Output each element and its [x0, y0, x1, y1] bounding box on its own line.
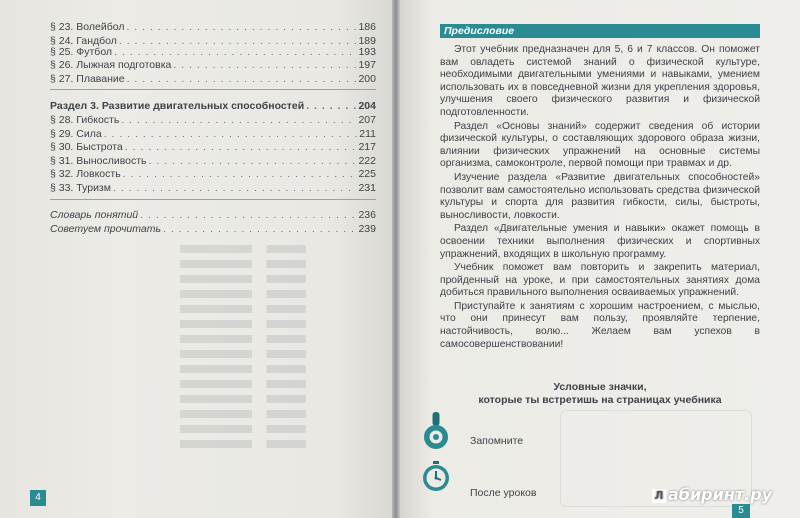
- toc-title: § 33. Туризм: [50, 182, 111, 194]
- toc-title: § 27. Плавание: [50, 73, 125, 85]
- section-header-bar: [440, 24, 760, 38]
- page-number-right: 5: [732, 504, 750, 518]
- preface-paragraph: Приступайте к занятиям с хорошим настроением, с мыслью, что они принесут вам пользу, проявляйте терпение, настойчивость, волю... Желаем вам успехов в самосовершенствовании!: [440, 300, 760, 350]
- toc-title: § 31. Выносливость: [50, 155, 147, 167]
- preface-paragraph: Учебник поможет вам повторить и закрепить материал, пройденный на уроке, и при самостоятельных занятиях дома добиться правильного выполнения осваиваемых упражнений.: [440, 262, 760, 299]
- toc-title: § 29. Сила: [50, 128, 102, 140]
- stopwatch-icon: [420, 460, 452, 492]
- toc-page: 225: [358, 168, 376, 180]
- toc-page: 217: [358, 141, 376, 153]
- exclamation-icon: [420, 410, 452, 452]
- toc-page: 207: [358, 114, 376, 126]
- toc-page: 197: [358, 59, 376, 71]
- toc-title: Советуем прочитать: [50, 223, 161, 235]
- toc-title: § 23. Волейбол: [50, 21, 125, 33]
- toc-entry: [50, 72, 376, 86]
- legend-label-after-lessons: После уроков: [470, 487, 537, 499]
- toc-title: § 25. Футбол: [50, 46, 113, 58]
- legend-title: [440, 381, 760, 407]
- toc-page: 204: [358, 100, 376, 112]
- book-spine: [392, 0, 400, 518]
- toc-divider: [50, 199, 376, 200]
- toc-title: Раздел 3. Развитие двигательных способностей: [50, 100, 305, 112]
- toc-title: § 28. Гибкость: [50, 114, 120, 126]
- toc-page: 186: [358, 21, 376, 33]
- toc-title: § 26. Лыжная подготовка: [50, 59, 172, 71]
- toc-entry: [50, 58, 376, 72]
- toc-title: § 30. Быстрота: [50, 141, 123, 153]
- preface-paragraph: Изучение раздела «Развитие двигательных способностей» позволит вам самостоятельно использовать средства физической культуры и спорта для развития гибкости, силы, быстроты, выносливости, ловкости.: [440, 171, 760, 221]
- toc-divider: [50, 89, 376, 90]
- preface-paragraph: Этот учебник предназначен для 5, 6 и 7 классов. Он поможет вам овладеть системой знаний о физической культуре, необходимыми двигательными умениями и навыками, умением использовать их в повседневной жизни для укрепления здоровья, улучшения своего физического развития и физической подготовленности.: [440, 44, 760, 118]
- toc-entry: [50, 222, 376, 236]
- toc-entry: [50, 208, 376, 222]
- preface-text: [440, 44, 760, 352]
- legend-title-line: Условные значки,: [553, 381, 647, 393]
- toc-entry: [50, 113, 376, 127]
- toc-page: 193: [358, 46, 376, 58]
- toc-page: 239: [358, 223, 376, 235]
- toc-entry: [50, 127, 376, 141]
- page-number-left: 4: [30, 490, 46, 506]
- toc-entry: [50, 20, 376, 34]
- legend-label-remember: Запомните: [470, 435, 524, 447]
- toc-page: 231: [358, 182, 376, 194]
- watermark-logo: Л абиринт.ру: [652, 485, 772, 505]
- toc-title: Словарь понятий: [50, 209, 139, 221]
- section-header-title: Предисловие: [444, 25, 515, 37]
- toc-title: § 24. Гандбол: [50, 35, 117, 47]
- toc-page: 200: [358, 73, 376, 85]
- toc-section-heading: [50, 99, 376, 113]
- toc-page: 189: [358, 35, 376, 47]
- toc-entry: [50, 45, 376, 59]
- toc-page: 222: [358, 155, 376, 167]
- legend-title-line: которые ты встретишь на страницах учебника: [478, 394, 722, 406]
- toc-entry: [50, 181, 376, 195]
- toc-entry: [50, 140, 376, 154]
- toc-page: 211: [359, 128, 376, 140]
- toc-page: 236: [358, 209, 376, 221]
- toc-entry: [50, 154, 376, 168]
- preface-paragraph: Раздел «Основы знаний» содержит сведения об истории физической культуры, о составляющих здорового образа жизни, влиянии физических упражнений на основные системы организма, самоконтроле, первой помощи при травмах и др.: [440, 120, 760, 170]
- toc-title: § 32. Ловкость: [50, 168, 121, 180]
- toc-entry: [50, 167, 376, 181]
- show-through-text: [180, 245, 360, 475]
- preface-paragraph: Раздел «Двигательные умения и навыки» окажет помощь в освоении техники выполнения физических и спортивных упражнений, входящих в школьную программу.: [440, 223, 760, 260]
- watermark-text: абиринт.ру: [668, 485, 773, 504]
